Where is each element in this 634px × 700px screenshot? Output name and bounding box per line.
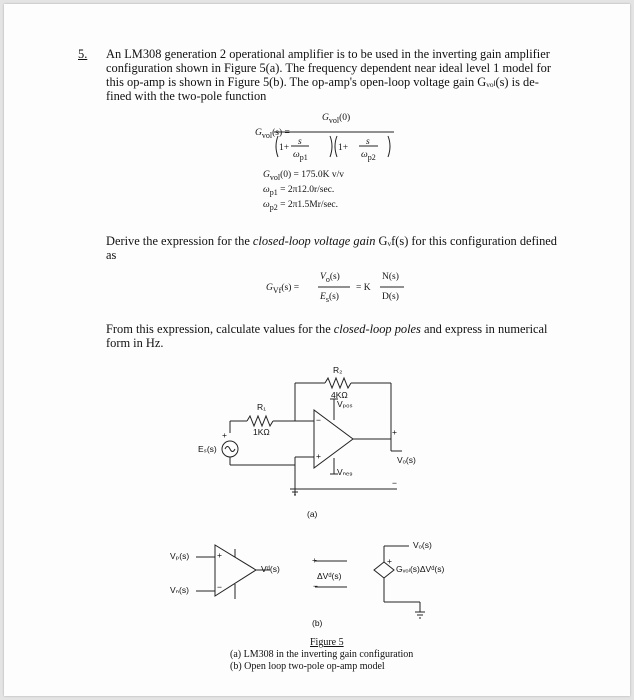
resistor-r1 xyxy=(247,416,273,426)
figure-caption-line2: (b) Open loop two-pole op-amp model xyxy=(230,661,385,672)
figure-caption-line1: (a) LM308 in the inverting gain configuration xyxy=(230,649,414,660)
den-bracket-b xyxy=(335,136,337,157)
gvf-numerator: $V_o(s)$ xyxy=(320,272,340,284)
gvf-denominator: $E_s(s)$ xyxy=(320,292,339,304)
den-term-b-w: $\omega_{p2}$ xyxy=(361,150,376,162)
label-noninv-plus: + xyxy=(316,451,321,461)
label-b-minus: − xyxy=(217,582,222,592)
label-r2: R₂ xyxy=(333,365,343,375)
label-inv-minus: − xyxy=(316,415,321,425)
gvf-n: N(s) xyxy=(382,272,399,282)
label-es: Eₛ(s) xyxy=(198,444,217,454)
param-gvol0: $G_{vol}(0) = 175.0K$ v/v xyxy=(263,170,345,182)
label-dvd: ΔVᵈ(s) xyxy=(317,571,342,581)
caption-b: (b) xyxy=(312,618,323,628)
label-r1-value: 1KΩ xyxy=(253,427,270,437)
label-vo: Vₒ(s) xyxy=(397,455,416,465)
label-r1: R₁ xyxy=(257,402,267,412)
figure-title: Figure 5 xyxy=(310,637,344,648)
paragraph-derive: Derive the expression for the closed-loop voltage gain Gᵥf(s) for this configuration defined xyxy=(106,234,557,248)
den-bracket-a-right xyxy=(330,136,332,157)
param-wp1: $\omega_{p1} = 2\pi 12.0r/\sec$. xyxy=(263,185,335,197)
gvol-numerator: $G_{vol}(0)$ xyxy=(322,113,351,125)
label-vneg: Vₙₑ₉ xyxy=(337,467,353,477)
paragraph-poles-cont: form in Hz. xyxy=(106,336,164,350)
den-bracket-b-right xyxy=(388,136,390,157)
den-term-b-s: s xyxy=(366,137,370,147)
label-r2-value: 4KΩ xyxy=(331,390,348,400)
gvf-lhs: $G_{Vf}(s)$ = xyxy=(266,283,300,295)
label-vn: Vₙ(s) xyxy=(170,585,189,595)
den-term-a-one: 1+ xyxy=(279,143,290,153)
paragraph-line: An LM308 generation 2 operational amplifier is to be used in the inverting gain amplifier xyxy=(106,47,550,61)
paragraph-poles: From this expression, calculate values for the closed-loop poles and express in numerical xyxy=(106,322,548,336)
den-term-a-w: $\omega_{p1}$ xyxy=(293,150,308,162)
gvol-lhs: $G_{vol}(s)$ = xyxy=(255,128,290,140)
label-vpos: Vₚₒₛ xyxy=(337,399,353,409)
label-out-plus: + xyxy=(392,427,397,437)
label-dvd-minus: − xyxy=(313,581,318,591)
label-b-plus: + xyxy=(217,550,222,560)
den-term-b-one: 1+ xyxy=(338,143,349,153)
label-model-vo: Vₒ(s) xyxy=(413,540,432,550)
figure-graphics xyxy=(4,4,630,696)
den-bracket-a xyxy=(276,136,278,157)
paragraph-line: configuration shown in Figure 5(a). The frequency dependent near ideal level 1 model for xyxy=(106,61,551,75)
paragraph-derive-cont: as xyxy=(106,248,117,262)
label-dvd-plus: + xyxy=(312,555,317,565)
label-vp: Vₚ(s) xyxy=(170,551,190,561)
gvf-equals-k: = K xyxy=(356,283,371,293)
label-dependent-source: Gᵥₒₗ(s)ΔVᵈ(s) xyxy=(396,564,445,574)
resistor-r2 xyxy=(325,378,351,388)
param-wp2: $\omega_{p2} = 2\pi 1.5Mr/\sec$. xyxy=(263,200,339,212)
paragraph-line: this op-amp is shown in Figure 5(b). The op-amp's open-loop voltage gain Gᵥₒₗ(s) is de- xyxy=(106,75,539,89)
label-vd: Vᵈ(s) xyxy=(261,564,280,574)
label-out-minus: − xyxy=(392,478,397,488)
den-term-a-s: s xyxy=(298,137,302,147)
label-source-plus: + xyxy=(387,556,392,566)
label-src-plus: + xyxy=(222,430,227,440)
gvf-d: D(s) xyxy=(382,292,399,302)
problem-number: 5. xyxy=(78,47,88,61)
source-es-wave xyxy=(225,447,235,452)
caption-a: (a) xyxy=(307,509,318,519)
paragraph-line: fined with the two-pole function xyxy=(106,89,267,103)
document-page xyxy=(4,4,630,696)
